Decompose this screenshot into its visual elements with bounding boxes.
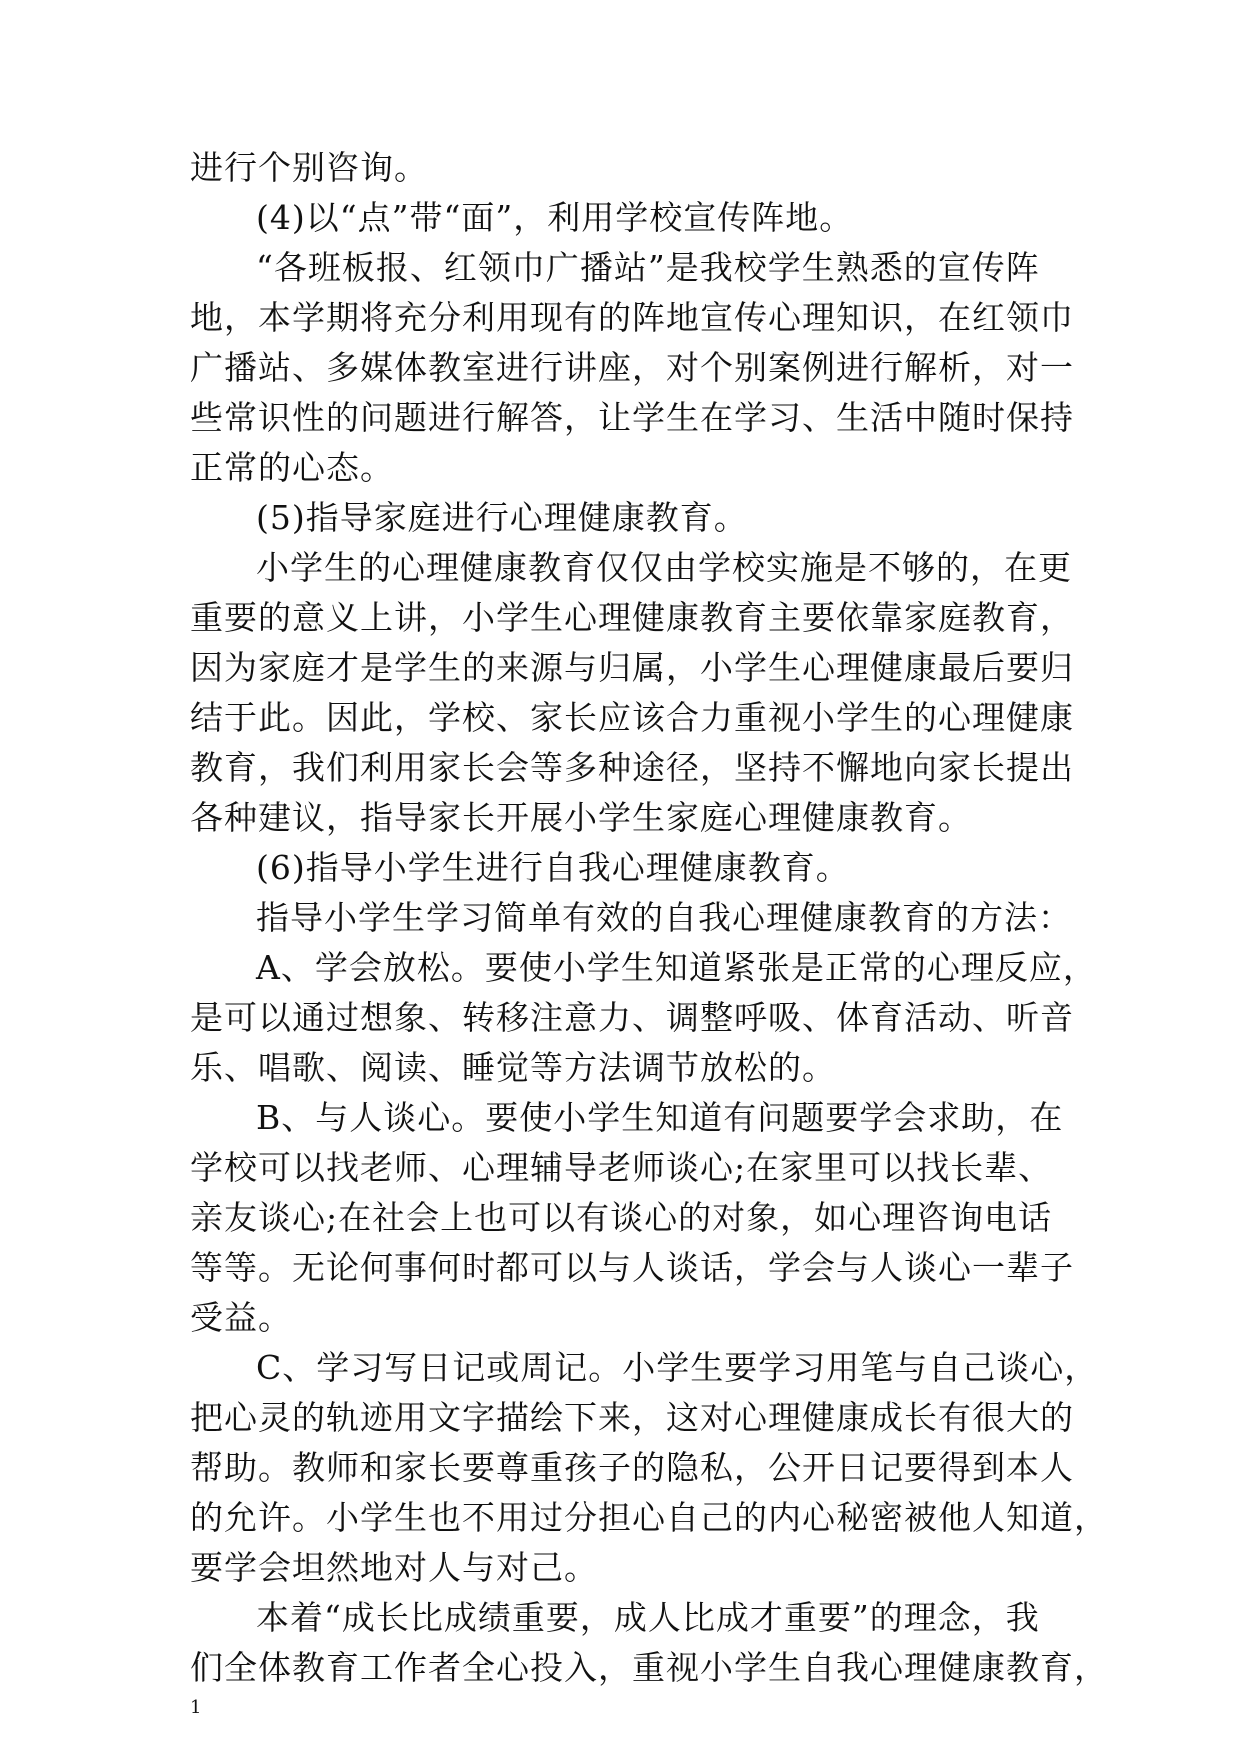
text-line: 学校可以找老师、心理辅导老师谈心;在家里可以找长辈、 bbox=[190, 1148, 1053, 1187]
text-line: A、学会放松。要使小学生知道紧张是正常的心理反应， bbox=[256, 948, 1097, 987]
text-line: 要学会坦然地对人与对己。 bbox=[190, 1548, 598, 1587]
page-number: 1 bbox=[190, 1697, 202, 1718]
text-line: 本着“成长比成绩重要，成人比成才重要”的理念，我 bbox=[256, 1598, 1040, 1637]
text-line: 们全体教育工作者全心投入，重视小学生自我心理健康教育， bbox=[190, 1648, 1108, 1687]
text-line: “各班板报、红领巾广播站”是我校学生熟悉的宣传阵 bbox=[256, 248, 1040, 287]
text-line: 受益。 bbox=[190, 1298, 292, 1337]
text-line: 因为家庭才是学生的来源与归属，小学生心理健康最后要归 bbox=[190, 648, 1074, 687]
section-heading: (5)指导家庭进行心理健康教育。 bbox=[256, 498, 748, 537]
section-heading: (6)指导小学生进行自我心理健康教育。 bbox=[256, 848, 850, 887]
text-line: 广播站、多媒体教室进行讲座，对个别案例进行解析，对一 bbox=[190, 348, 1074, 387]
text-line: 的允许。小学生也不用过分担心自己的内心秘密被他人知道， bbox=[190, 1498, 1108, 1537]
text-line: 各种建议，指导家长开展小学生家庭心理健康教育。 bbox=[190, 798, 972, 837]
text-line: C、学习写日记或周记。小学生要学习用笔与自己谈心， bbox=[256, 1348, 1099, 1387]
text-line: 帮助。教师和家长要尊重孩子的隐私，公开日记要得到本人 bbox=[190, 1448, 1074, 1487]
text-line: 亲友谈心;在社会上也可以有谈心的对象，如心理咨询电话 bbox=[190, 1198, 1053, 1237]
text-line: B、与人谈心。要使小学生知道有问题要学会求助，在 bbox=[256, 1098, 1064, 1137]
text-line: 地，本学期将充分利用现有的阵地宣传心理知识，在红领巾 bbox=[190, 298, 1074, 337]
text-line: 小学生的心理健康教育仅仅由学校实施是不够的，在更 bbox=[256, 548, 1072, 587]
text-line: 重要的意义上讲，小学生心理健康教育主要依靠家庭教育， bbox=[190, 598, 1074, 637]
text-line: 指导小学生学习简单有效的自我心理健康教育的方法： bbox=[256, 898, 1072, 937]
text-line: 结于此。因此，学校、家长应该合力重视小学生的心理健康 bbox=[190, 698, 1074, 737]
text-line: 正常的心态。 bbox=[190, 448, 394, 487]
text-line: 是可以通过想象、转移注意力、调整呼吸、体育活动、听音 bbox=[190, 998, 1074, 1037]
text-line: 些常识性的问题进行解答，让学生在学习、生活中随时保持 bbox=[190, 398, 1074, 437]
text-line: 把心灵的轨迹用文字描绘下来，这对心理健康成长有很大的 bbox=[190, 1398, 1074, 1437]
text-line: 等等。无论何事何时都可以与人谈话，学会与人谈心一辈子 bbox=[190, 1248, 1074, 1287]
section-heading: (4)以“点”带“面”，利用学校宣传阵地。 bbox=[256, 198, 854, 237]
text-line: 进行个别咨询。 bbox=[190, 148, 428, 187]
text-line: 教育，我们利用家长会等多种途径，坚持不懈地向家长提出 bbox=[190, 748, 1074, 787]
text-line: 乐、唱歌、阅读、睡觉等方法调节放松的。 bbox=[190, 1048, 836, 1087]
